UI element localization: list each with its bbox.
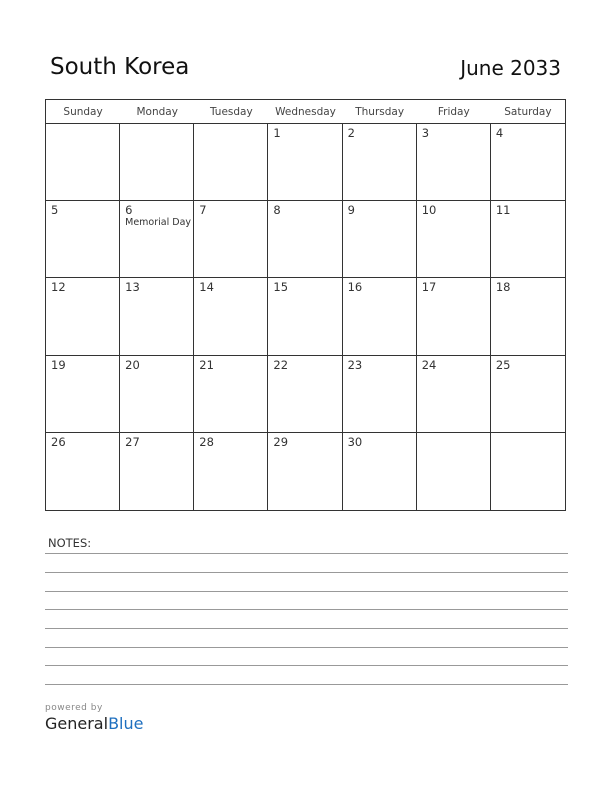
day-cell xyxy=(46,201,120,278)
day-cell xyxy=(268,124,342,201)
day-cell xyxy=(491,201,565,278)
day-cell xyxy=(417,433,491,510)
note-line xyxy=(45,628,568,629)
day-cell xyxy=(417,356,491,433)
day-cell xyxy=(120,433,194,510)
month-title: June 2033 xyxy=(460,56,561,80)
note-line xyxy=(45,591,568,592)
weekday-header-tuesday: Tuesday xyxy=(194,100,268,124)
day-cell xyxy=(343,356,417,433)
weekday-header-friday: Friday xyxy=(417,100,491,124)
weekday-header-saturday: Saturday xyxy=(491,100,565,124)
day-cell xyxy=(46,433,120,510)
note-line xyxy=(45,647,568,648)
day-number: 27 xyxy=(125,434,140,449)
day-cell xyxy=(268,278,342,355)
weekday-header-thursday: Thursday xyxy=(343,100,417,124)
note-line xyxy=(45,553,568,554)
day-number: 16 xyxy=(347,280,363,295)
day-cell xyxy=(343,124,417,201)
day-number: 28 xyxy=(199,434,214,449)
day-cell xyxy=(46,124,120,201)
day-number: 10 xyxy=(421,203,437,218)
weekday-header-wednesday: Wednesday xyxy=(268,100,342,124)
day-cell xyxy=(120,124,194,201)
holiday-event: Memorial Day xyxy=(125,217,192,229)
day-number: 19 xyxy=(51,357,66,372)
day-cell xyxy=(417,201,491,278)
day-number: 3 xyxy=(421,126,430,140)
day-cell xyxy=(194,124,268,201)
brand-name-blue: Blue xyxy=(108,714,144,733)
brand-logo xyxy=(45,703,143,734)
day-cell xyxy=(120,356,194,433)
day-number: 14 xyxy=(199,280,214,295)
day-number: 23 xyxy=(347,357,363,372)
powered-by-text: powered by xyxy=(45,703,103,713)
note-line xyxy=(45,609,568,610)
calendar-grid xyxy=(45,99,566,511)
day-cell xyxy=(491,356,565,433)
day-number: 17 xyxy=(421,280,437,295)
day-number: 22 xyxy=(273,357,289,372)
day-number: 15 xyxy=(273,280,289,295)
day-number: 29 xyxy=(273,434,289,449)
note-line xyxy=(45,665,568,666)
day-number: 18 xyxy=(495,280,511,295)
note-line xyxy=(45,684,568,685)
note-line xyxy=(45,572,568,573)
day-number: 30 xyxy=(347,434,363,449)
day-cell xyxy=(194,201,268,278)
day-cell xyxy=(491,278,565,355)
day-number: 11 xyxy=(495,203,511,218)
day-cell xyxy=(46,356,120,433)
day-cell xyxy=(46,278,120,355)
day-number: 12 xyxy=(51,280,66,295)
day-number: 7 xyxy=(199,203,207,218)
day-cell xyxy=(268,201,342,278)
brand-name-general: General xyxy=(45,714,109,733)
weekday-header-monday: Monday xyxy=(120,100,194,124)
day-cell xyxy=(268,433,342,510)
day-cell xyxy=(120,278,194,355)
day-cell xyxy=(194,278,268,355)
day-number: 2 xyxy=(347,126,355,140)
day-number: 25 xyxy=(495,357,511,372)
day-number: 9 xyxy=(347,203,355,218)
day-cell xyxy=(194,433,268,510)
day-number: 24 xyxy=(421,357,437,372)
day-number: 5 xyxy=(51,203,59,218)
day-number: 1 xyxy=(273,126,281,140)
day-cell xyxy=(417,124,491,201)
day-cell xyxy=(194,356,268,433)
weekday-header-sunday: Sunday xyxy=(46,100,120,124)
day-cell xyxy=(491,124,565,201)
day-cell xyxy=(491,433,565,510)
day-cell xyxy=(343,433,417,510)
country-title: South Korea xyxy=(50,54,190,80)
day-cell xyxy=(120,201,194,278)
day-number: 13 xyxy=(125,280,140,295)
day-cell xyxy=(268,356,342,433)
day-cell xyxy=(417,278,491,355)
day-number: 6 xyxy=(125,203,133,218)
day-number: 21 xyxy=(199,357,214,372)
day-number: 20 xyxy=(125,357,140,372)
brand-name xyxy=(45,714,143,734)
day-cell xyxy=(343,201,417,278)
notes-label: NOTES: xyxy=(48,536,92,550)
day-cell xyxy=(343,278,417,355)
day-number: 26 xyxy=(51,434,66,449)
day-number: 4 xyxy=(495,126,504,140)
day-number: 8 xyxy=(273,203,281,218)
